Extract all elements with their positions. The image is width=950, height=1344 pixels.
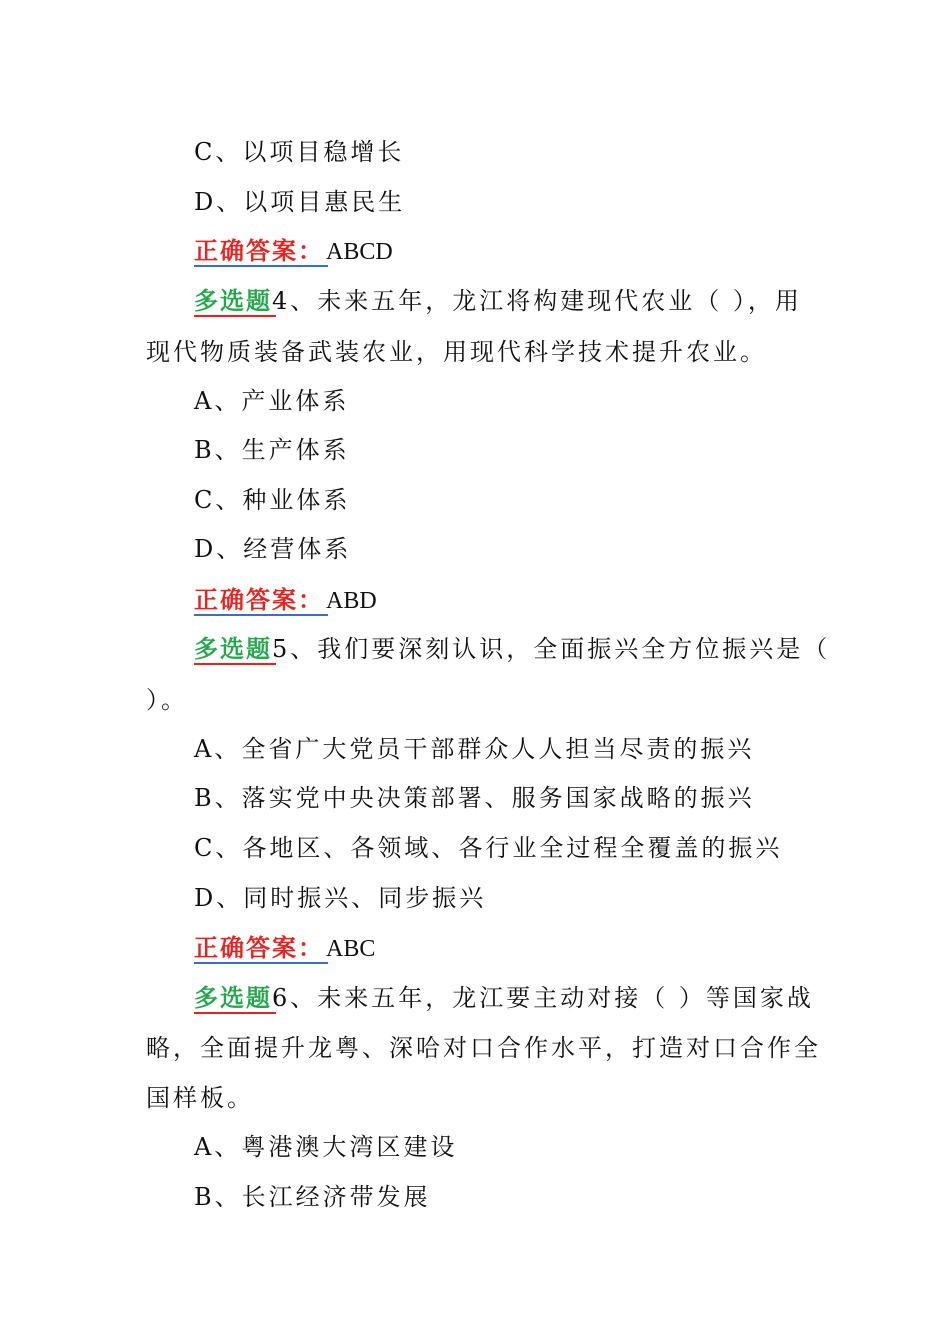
q5-option-a: A、全省广大党员干部群众人人担当尽责的振兴 xyxy=(194,735,755,763)
q4-stem-line-2: 现代物质装备武装农业，用现代科学技术提升农业。 xyxy=(146,338,767,366)
question-type-label: 多选题 xyxy=(194,635,272,663)
q5-option-d: D、同时振兴、同步振兴 xyxy=(194,884,487,912)
answer-label: 正确答案： xyxy=(194,237,324,265)
answer-label: 正确答案： xyxy=(194,586,324,614)
question-type-label: 多选题 xyxy=(194,984,272,1012)
q6-stem-line-1 xyxy=(194,982,814,1014)
q4-option-a: A、产业体系 xyxy=(194,387,350,415)
question-type-label: 多选题 xyxy=(194,287,272,315)
q3-option-c: C、以项目稳增长 xyxy=(194,138,405,166)
q6-option-b: B、长江经济带发展 xyxy=(194,1183,431,1211)
q6-stem-line-2: 略，全面提升龙粤、深哈对口合作水平，打造对口合作全 xyxy=(146,1034,821,1062)
q4-option-d: D、经营体系 xyxy=(194,535,352,563)
q3-answer xyxy=(194,235,393,267)
q6-stem-text: 6、未来五年，龙江要主动对接（ ）等国家战 xyxy=(272,984,814,1012)
q5-answer xyxy=(194,932,375,964)
answer-value: ABC xyxy=(326,936,376,962)
q6-option-a: A、粤港澳大湾区建设 xyxy=(194,1133,458,1161)
q4-stem-text: 4、未来五年，龙江将构建现代农业（ ），用 xyxy=(272,287,802,315)
q4-option-c: C、种业体系 xyxy=(194,486,351,514)
q5-stem-text: 5、我们要深刻认识，全面振兴全方位振兴是（ xyxy=(272,635,831,663)
answer-value: ABD xyxy=(326,588,377,614)
q5-option-c: C、各地区、各领域、各行业全过程全覆盖的振兴 xyxy=(194,834,783,862)
q5-stem-line-1 xyxy=(194,633,830,665)
q5-option-b: B、落实党中央决策部署、服务国家战略的振兴 xyxy=(194,784,755,812)
answer-label: 正确答案： xyxy=(194,934,324,962)
q3-option-d: D、以项目惠民生 xyxy=(194,188,406,216)
answer-value: ABCD xyxy=(326,239,393,265)
q4-option-b: B、生产体系 xyxy=(194,436,350,464)
q5-stem-line-2: ）。 xyxy=(146,686,188,714)
q4-answer xyxy=(194,584,377,616)
q6-stem-line-3: 国样板。 xyxy=(146,1084,254,1112)
q4-stem-line-1 xyxy=(194,285,802,317)
